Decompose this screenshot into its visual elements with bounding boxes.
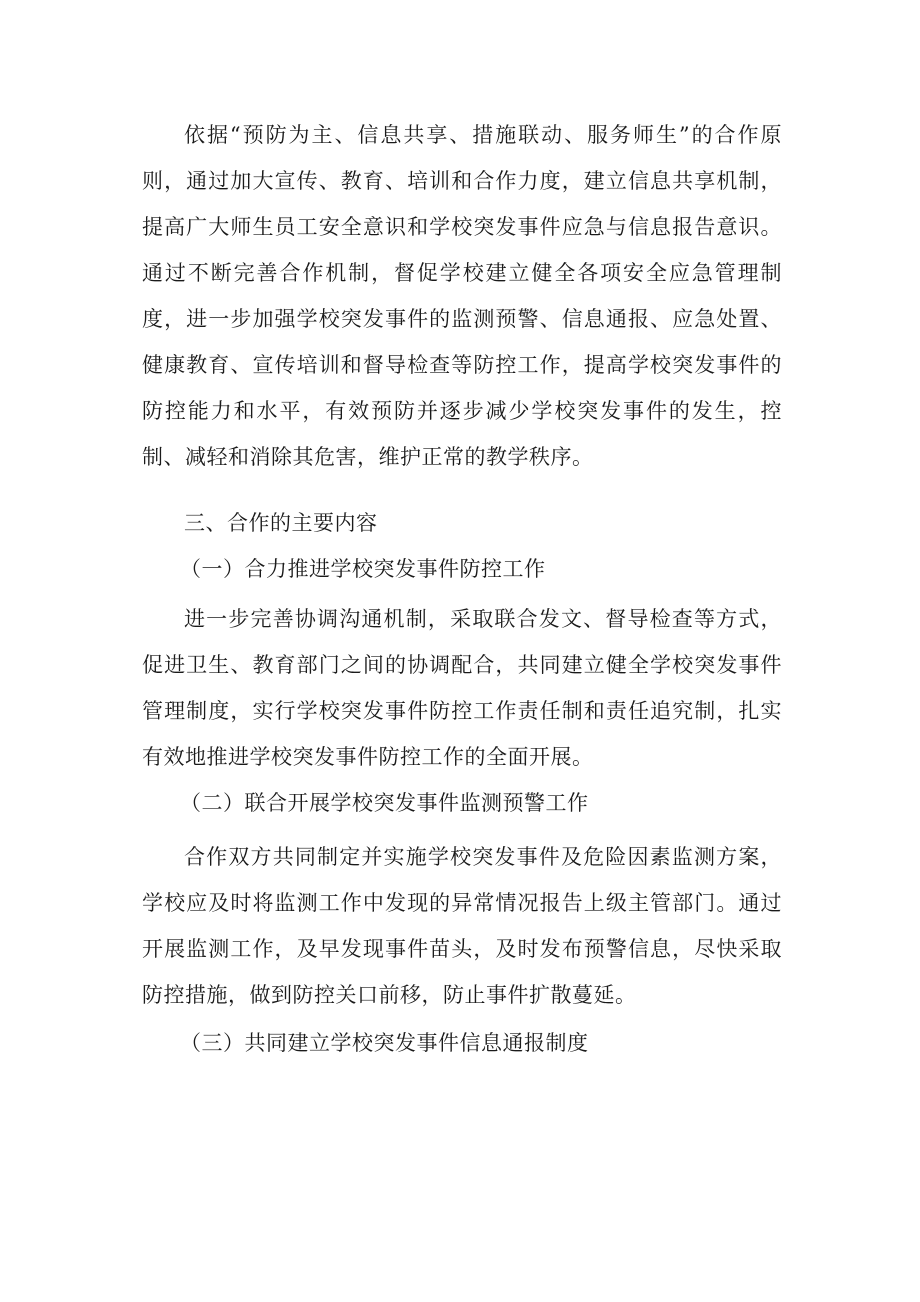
paragraph-cooperation-principle: 依据“预防为主、信息共享、措施联动、服务师生”的合作原则，通过加大宣传、教育、培训和合作力度，建立信息共享机制，提高广大师生员工安全意识和学校突发事件应急与信息报告意识。通过不断完善合作机制，督促学校建立健全各项安全应急管理制度，进一步加强学校突发事件的监测预警、信息通报、应急处置、健康教育、宣传培训和督导检查等防控工作，提高学校突发事件的防控能力和水平，有效预防并逐步减少学校突发事件的发生，控制、减轻和消除其危害，维护正常的教学秩序。: [142, 123, 782, 469]
subsection-heading-prevention-control: （一）合力推进学校突发事件防控工作: [180, 557, 546, 581]
section-heading-main-content: 三、合作的主要内容: [184, 511, 378, 535]
subsection-heading-info-reporting: （三）共同建立学校突发事件信息通报制度: [180, 1031, 589, 1055]
paragraph-monitoring-warning: 合作双方共同制定并实施学校突发事件及危险因素监测方案，学校应及时将监测工作中发现的异常情况报告上级主管部门。通过开展监测工作，及早发现事件苗头，及时发布预警信息，尽快采取防控措施，做到防控关口前移，防止事件扩散蔓延。: [142, 845, 782, 1007]
paragraph-prevention-control: 进一步完善协调沟通机制，采取联合发文、督导检查等方式，促进卫生、教育部门之间的协调配合，共同建立健全学校突发事件管理制度，实行学校突发事件防控工作责任制和责任追究制，扎实有效地推进学校突发事件防控工作的全面开展。: [142, 607, 782, 769]
subsection-heading-monitoring-warning: （二）联合开展学校突发事件监测预警工作: [180, 791, 589, 815]
